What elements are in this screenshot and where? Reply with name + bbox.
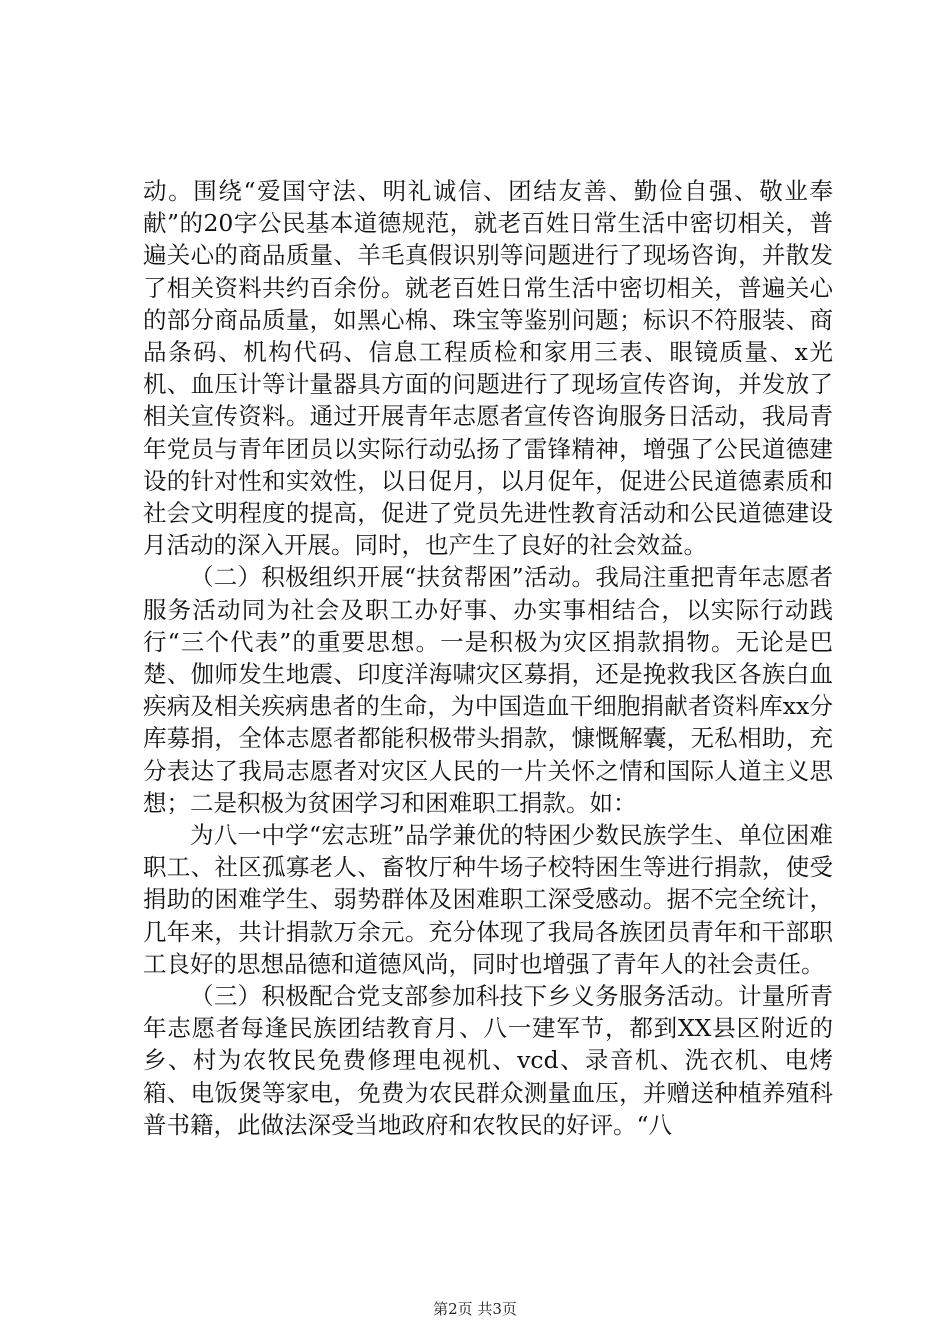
page-footer: 第2页 共3页 — [433, 1300, 517, 1318]
paragraph-4: （三）积极配合党支部参加科技下乡义务服务活动。计量所青年志愿者每逢民族团结教育月、八一建军节，都到XX县区附近的乡、村为农牧民免费修理电视机、vcd、录音机、洗衣机、电烤箱、电饭煲等家电，免费为农民群众测量血压，并赠送种植养殖科普书籍，此做法深受当地政府和农牧民的好评。“八 — [143, 982, 833, 1139]
paragraph-3: 为八一中学“宏志班”品学兼优的特困少数民族学生、单位困难职工、社区孤寡老人、畜牧厅种牛场子校特困生等进行捐款，使受捐助的困难学生、弱势群体及困难职工深受感动。据不完全统计，几年来，共计捐款万余元。充分体现了我局各族团员青年和干部职工良好的思想品德和道德风尚，同时也增强了青年人的社会责任。 — [143, 821, 833, 978]
paragraph-2: （二）积极组织开展“扶贫帮困”活动。我局注重把青年志愿者服务活动同为社会及职工办好事、办实事相结合，以实际行动践行“三个代表”的重要思想。一是积极为灾区捐款捐物。无论是巴楚、伽师发生地震、印度洋海啸灾区募捐，还是挽救我区各族白血疾病及相关疾病患者的生命，为中国造血干细胞捐献者资料库xx分库募捐，全体志愿者都能积极带头捐款，慷慨解囊，无私相助，充分表达了我局志愿者对灾区人民的一片关怀之情和国际人道主义思想；二是积极为贫困学习和困难职工捐款。如： — [143, 563, 833, 817]
document-body — [143, 175, 833, 1141]
paragraph-1: 动。围绕“爱国守法、明礼诚信、团结友善、勤俭自强、敬业奉献”的20字公民基本道德规范，就老百姓日常生活中密切相关，普遍关心的商品质量、羊毛真假识别等问题进行了现场咨询，并散发了相关资料共约百余份。就老百姓日常生活中密切相关，普遍关心的部分商品质量，如黑心棉、珠宝等鉴别问题；标识不符服装、商品条码、机构代码、信息工程质检和家用三表、眼镜质量、x光机、血压计等计量器具方面的问题进行了现场宣传咨询，并发放了相关宣传资料。通过开展青年志愿者宣传咨询服务日活动，我局青年党员与青年团员以实际行动弘扬了雷锋精神，增强了公民道德建设的针对性和实效性，以日促月，以月促年，促进公民道德素质和社会文明程度的提高，促进了党员先进性教育活动和公民道德建设月活动的深入开展。同时，也产生了良好的社会效益。 — [143, 177, 833, 560]
